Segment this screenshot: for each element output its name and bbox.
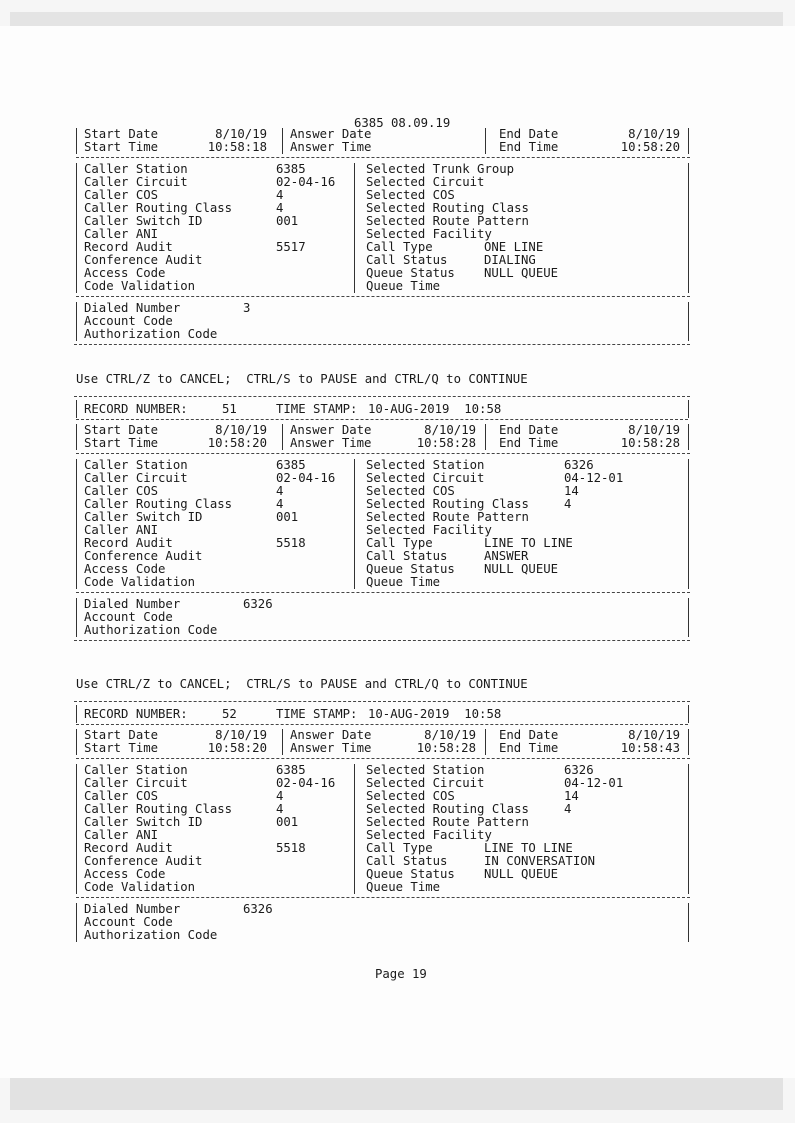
start-date-value: 8/10/19 — [215, 127, 267, 141]
left-field-label: Caller Switch ID — [84, 214, 203, 228]
right-field-value: LINE TO LINE — [484, 841, 573, 855]
right-field-label: Call Type — [366, 536, 433, 550]
time-stamp-value: 10-AUG-2019 10:58 — [368, 402, 502, 416]
right-field-value: NULL QUEUE — [484, 867, 559, 881]
dialed-field-label: Account Code — [84, 610, 173, 624]
left-field-label: Caller Routing Class — [84, 497, 233, 511]
right-field-label: Selected Routing Class — [366, 201, 529, 215]
right-field-label: Selected Circuit — [366, 471, 485, 485]
left-field-value: 001 — [276, 510, 299, 524]
end-date-value: 8/10/19 — [628, 728, 680, 742]
column-separator — [76, 459, 77, 589]
right-field-label: Call Status — [366, 549, 448, 563]
dashed-rule — [76, 592, 690, 593]
left-field-value: 4 — [276, 484, 284, 498]
left-field-label: Access Code — [84, 867, 166, 881]
page-header: 6385 08.09.19 — [354, 116, 451, 130]
time-stamp-label: TIME STAMP: — [276, 707, 358, 721]
left-field-label: Record Audit — [84, 536, 173, 550]
answer-time-value: 10:58:28 — [416, 741, 476, 755]
end-date-label: End Date — [499, 423, 559, 437]
right-field-value: 6326 — [564, 458, 594, 472]
dialed-field-label: Authorization Code — [84, 623, 218, 637]
left-field-label: Caller Station — [84, 763, 188, 777]
end-date-value: 8/10/19 — [628, 423, 680, 437]
right-field-value: 04-12-01 — [564, 471, 624, 485]
scan-edge-bottom — [10, 1078, 783, 1110]
left-field-value: 5517 — [276, 240, 306, 254]
right-field-label: Selected Facility — [366, 227, 492, 241]
right-field-value: 14 — [564, 484, 579, 498]
left-field-value: 6385 — [276, 763, 306, 777]
column-separator — [688, 163, 689, 293]
dialed-field-label: Account Code — [84, 314, 173, 328]
record-number-label: RECORD NUMBER: — [84, 402, 188, 416]
left-field-label: Caller Routing Class — [84, 802, 233, 816]
column-separator — [76, 729, 77, 755]
dashed-rule — [74, 701, 690, 702]
end-time-label: End Time — [499, 741, 559, 755]
end-date-label: End Date — [499, 127, 559, 141]
column-separator — [76, 424, 77, 450]
column-separator — [688, 459, 689, 589]
column-separator — [76, 764, 77, 894]
right-field-label: Selected Station — [366, 763, 485, 777]
end-time-value: 10:58:20 — [620, 140, 680, 154]
left-field-label: Record Audit — [84, 240, 173, 254]
column-separator — [354, 459, 355, 589]
right-field-label: Selected Circuit — [366, 776, 485, 790]
left-field-value: 4 — [276, 201, 284, 215]
left-field-label: Access Code — [84, 562, 166, 576]
start-date-label: Start Date — [84, 728, 159, 742]
right-field-label: Queue Time — [366, 880, 441, 894]
time-stamp-value: 10-AUG-2019 10:58 — [368, 707, 502, 721]
right-field-label: Selected Facility — [366, 828, 492, 842]
right-field-label: Selected Route Pattern — [366, 214, 529, 228]
right-field-label: Selected COS — [366, 484, 455, 498]
end-time-value: 10:58:28 — [620, 436, 680, 450]
right-field-value: 04-12-01 — [564, 776, 624, 790]
left-field-label: Conference Audit — [84, 253, 203, 267]
answer-date-value: 8/10/19 — [424, 728, 476, 742]
dialed-field-label: Account Code — [84, 915, 173, 929]
left-field-label: Caller Circuit — [84, 471, 188, 485]
column-separator — [76, 128, 77, 154]
answer-date-label: Answer Date — [290, 127, 372, 141]
column-separator — [688, 302, 689, 341]
start-time-value: 10:58:20 — [207, 741, 267, 755]
dialed-field-label: Authorization Code — [84, 327, 218, 341]
right-field-value: ANSWER — [484, 549, 529, 563]
right-field-label: Selected Circuit — [366, 175, 485, 189]
left-field-label: Caller Station — [84, 162, 188, 176]
answer-date-label: Answer Date — [290, 423, 372, 437]
left-field-value: 6385 — [276, 458, 306, 472]
answer-date-value: 8/10/19 — [424, 423, 476, 437]
control-notice: Use CTRL/Z to CANCEL; CTRL/S to PAUSE and CTRL/Q to CONTINUE — [76, 372, 528, 386]
left-field-label: Code Validation — [84, 279, 196, 293]
column-separator — [485, 729, 486, 755]
left-field-value: 5518 — [276, 536, 306, 550]
dialed-field-label: Dialed Number — [84, 902, 181, 916]
end-date-label: End Date — [499, 728, 559, 742]
right-field-label: Selected COS — [366, 188, 455, 202]
record-number-value: 52 — [222, 707, 237, 721]
left-field-label: Caller Switch ID — [84, 815, 203, 829]
right-field-value: 6326 — [564, 763, 594, 777]
column-separator — [688, 598, 689, 637]
dashed-rule — [74, 344, 690, 345]
end-time-value: 10:58:43 — [620, 741, 680, 755]
right-field-value: ONE LINE — [484, 240, 544, 254]
answer-time-label: Answer Time — [290, 140, 372, 154]
start-time-label: Start Time — [84, 741, 159, 755]
dashed-rule — [76, 157, 690, 158]
column-separator — [688, 729, 689, 755]
left-field-label: Caller ANI — [84, 227, 159, 241]
dashed-rule — [76, 453, 690, 454]
column-separator — [282, 424, 283, 450]
left-field-label: Code Validation — [84, 880, 196, 894]
right-field-value: 4 — [564, 802, 572, 816]
left-field-label: Caller Station — [84, 458, 188, 472]
dialed-field-label: Dialed Number — [84, 597, 181, 611]
column-separator — [76, 903, 77, 942]
left-field-value: 4 — [276, 188, 284, 202]
left-field-value: 001 — [276, 815, 299, 829]
dashed-rule — [74, 640, 690, 641]
right-field-label: Queue Status — [366, 562, 455, 576]
start-date-value: 8/10/19 — [215, 423, 267, 437]
start-time-label: Start Time — [84, 140, 159, 154]
right-field-value: 14 — [564, 789, 579, 803]
left-field-label: Caller Routing Class — [84, 201, 233, 215]
scan-edge-top — [10, 12, 783, 26]
end-time-label: End Time — [499, 436, 559, 450]
start-time-value: 10:58:18 — [207, 140, 267, 154]
left-field-label: Caller COS — [84, 484, 159, 498]
column-separator — [688, 705, 689, 723]
right-field-label: Selected Routing Class — [366, 802, 529, 816]
start-date-label: Start Date — [84, 127, 159, 141]
answer-time-value: 10:58:28 — [416, 436, 476, 450]
call-record-52 — [0, 701, 795, 1041]
left-field-label: Access Code — [84, 266, 166, 280]
left-field-value: 6385 — [276, 162, 306, 176]
left-field-value: 4 — [276, 802, 284, 816]
right-field-label: Selected Station — [366, 458, 485, 472]
right-field-label: Queue Time — [366, 279, 441, 293]
column-separator — [688, 128, 689, 154]
record-number-label: RECORD NUMBER: — [84, 707, 188, 721]
left-field-label: Caller COS — [84, 188, 159, 202]
column-separator — [354, 764, 355, 894]
left-field-label: Caller Switch ID — [84, 510, 203, 524]
right-field-label: Selected Route Pattern — [366, 815, 529, 829]
left-field-label: Conference Audit — [84, 854, 203, 868]
left-field-value: 02-04-16 — [276, 175, 336, 189]
right-field-label: Call Status — [366, 854, 448, 868]
column-separator — [485, 128, 486, 154]
left-field-value: 5518 — [276, 841, 306, 855]
right-field-value: NULL QUEUE — [484, 562, 559, 576]
dashed-rule — [76, 724, 688, 725]
answer-time-label: Answer Time — [290, 436, 372, 450]
left-field-label: Caller COS — [84, 789, 159, 803]
column-separator — [688, 764, 689, 894]
left-field-label: Code Validation — [84, 575, 196, 589]
start-time-label: Start Time — [84, 436, 159, 450]
column-separator — [282, 128, 283, 154]
dashed-rule — [76, 296, 690, 297]
time-stamp-label: TIME STAMP: — [276, 402, 358, 416]
left-field-label: Caller Circuit — [84, 175, 188, 189]
left-field-value: 02-04-16 — [276, 471, 336, 485]
left-field-value: 4 — [276, 497, 284, 511]
left-field-label: Caller ANI — [84, 523, 159, 537]
start-date-value: 8/10/19 — [215, 728, 267, 742]
column-separator — [354, 163, 355, 293]
end-date-value: 8/10/19 — [628, 127, 680, 141]
record-number-value: 51 — [222, 402, 237, 416]
left-field-value: 4 — [276, 789, 284, 803]
right-field-value: IN CONVERSATION — [484, 854, 596, 868]
dialed-field-value: 6326 — [243, 902, 273, 916]
dialed-field-label: Authorization Code — [84, 928, 218, 942]
right-field-label: Selected Route Pattern — [366, 510, 529, 524]
dashed-rule — [76, 758, 690, 759]
page-number: Page 19 — [375, 967, 427, 981]
right-field-label: Queue Time — [366, 575, 441, 589]
start-date-label: Start Date — [84, 423, 159, 437]
column-separator — [76, 302, 77, 341]
dashed-rule — [76, 897, 690, 898]
control-notice: Use CTRL/Z to CANCEL; CTRL/S to PAUSE and CTRL/Q to CONTINUE — [76, 677, 528, 691]
right-field-label: Call Status — [366, 253, 448, 267]
answer-date-label: Answer Date — [290, 728, 372, 742]
right-field-label: Selected Facility — [366, 523, 492, 537]
right-field-label: Selected Trunk Group — [366, 162, 515, 176]
left-field-label: Conference Audit — [84, 549, 203, 563]
left-field-value: 02-04-16 — [276, 776, 336, 790]
left-field-label: Caller ANI — [84, 828, 159, 842]
answer-time-label: Answer Time — [290, 741, 372, 755]
column-separator — [76, 163, 77, 293]
right-field-value: 4 — [564, 497, 572, 511]
start-time-value: 10:58:20 — [207, 436, 267, 450]
column-separator — [76, 400, 77, 418]
left-field-value: 001 — [276, 214, 299, 228]
right-field-label: Call Type — [366, 240, 433, 254]
right-field-label: Selected COS — [366, 789, 455, 803]
column-separator — [76, 598, 77, 637]
dialed-field-value: 3 — [243, 301, 251, 315]
dashed-rule — [76, 419, 688, 420]
left-field-label: Caller Circuit — [84, 776, 188, 790]
column-separator — [688, 903, 689, 942]
dashed-rule — [74, 396, 690, 397]
right-field-label: Queue Status — [366, 266, 455, 280]
right-field-value: DIALING — [484, 253, 536, 267]
left-field-label: Record Audit — [84, 841, 173, 855]
right-field-label: Selected Routing Class — [366, 497, 529, 511]
right-field-label: Queue Status — [366, 867, 455, 881]
right-field-value: NULL QUEUE — [484, 266, 559, 280]
column-separator — [282, 729, 283, 755]
right-field-value: LINE TO LINE — [484, 536, 573, 550]
column-separator — [485, 424, 486, 450]
column-separator — [688, 424, 689, 450]
end-time-label: End Time — [499, 140, 559, 154]
dialed-field-label: Dialed Number — [84, 301, 181, 315]
column-separator — [76, 705, 77, 723]
column-separator — [688, 400, 689, 418]
right-field-label: Call Type — [366, 841, 433, 855]
dialed-field-value: 6326 — [243, 597, 273, 611]
